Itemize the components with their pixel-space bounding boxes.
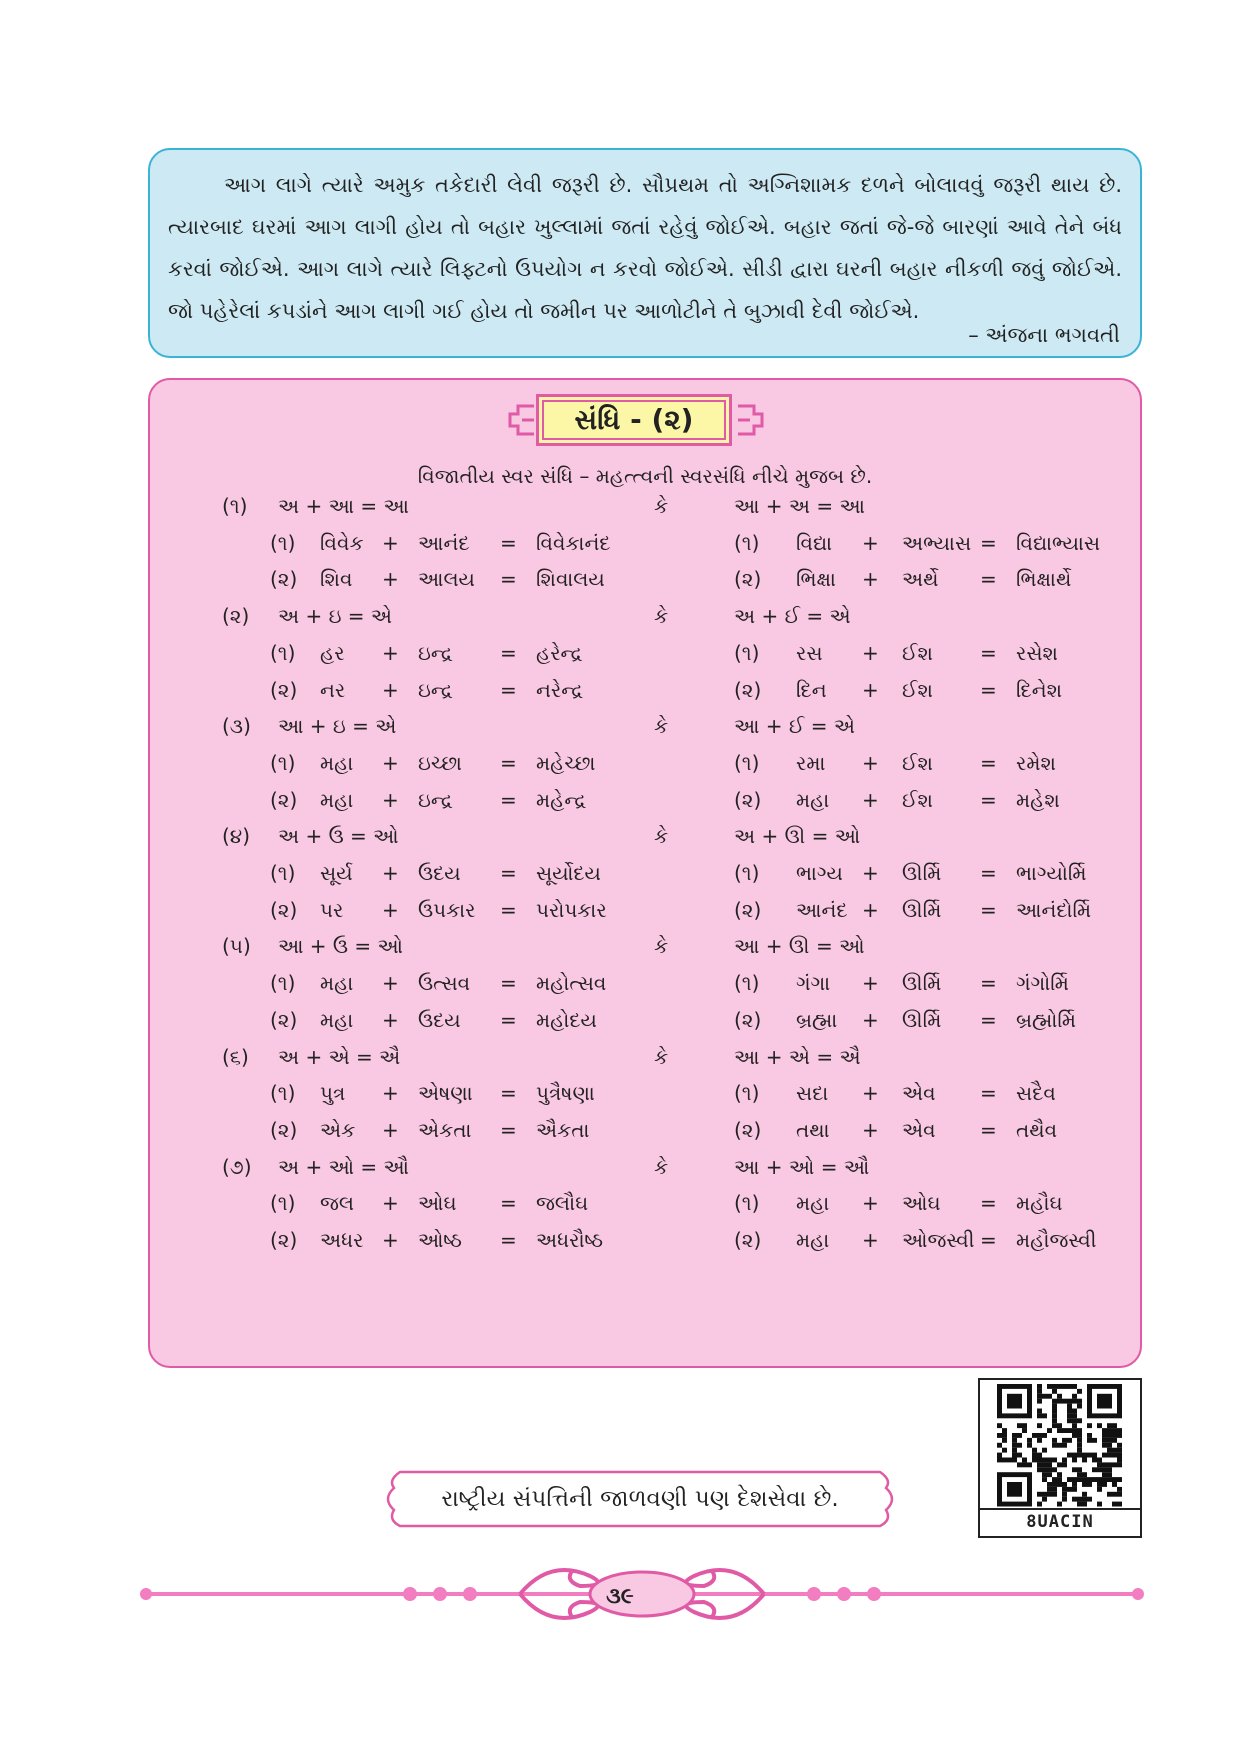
example-part: +	[862, 971, 879, 996]
example-part: =	[980, 750, 997, 775]
rule-left: આ + ઉ = ઓ	[278, 934, 403, 959]
rule-number: (૨)	[222, 604, 250, 629]
example-result: મહેશ	[1016, 787, 1060, 812]
example-part: (૧)	[270, 971, 296, 996]
rule-right: અ + ઊ = ઓ	[734, 824, 861, 849]
example-part: =	[500, 1007, 517, 1032]
sandhi-title-wrap	[150, 394, 1140, 450]
example-result: મહોત્સવ	[536, 971, 607, 996]
title-ornament-left-icon	[506, 398, 536, 442]
example-part: દિન	[796, 677, 827, 702]
example-part: મહા	[796, 787, 830, 812]
rule-ke: કે	[654, 934, 669, 959]
example-part: (૧)	[734, 1081, 760, 1106]
example-result: ઐકતા	[536, 1117, 590, 1142]
rule-left: અ + ઉ = ઓ	[278, 824, 399, 849]
example-part: ઓઘ	[418, 1191, 457, 1216]
example-part: =	[500, 567, 517, 592]
example-part: +	[862, 1191, 879, 1216]
example-part: =	[500, 640, 517, 665]
example-part: અભ્યાસ	[902, 530, 972, 555]
example-result: મહેન્દ્ર	[536, 787, 587, 812]
example-part: +	[382, 1228, 399, 1252]
example-part: =	[500, 750, 517, 775]
example-part: અર્થે	[902, 567, 939, 592]
rule-right: અ + ઈ = એ	[734, 604, 851, 629]
example-part: (૨)	[270, 677, 298, 702]
example-part: =	[500, 971, 517, 996]
example-result: આનંદોર્મિ	[1016, 897, 1092, 922]
example-part: આનંદ	[796, 897, 848, 922]
example-part: ભાગ્ય	[796, 861, 843, 885]
example-result: દિનેશ	[1016, 677, 1063, 702]
example-part: +	[862, 861, 879, 885]
example-part: ઉપકાર	[418, 897, 476, 922]
example-part: ઈશ	[902, 787, 933, 812]
example-part: ગંગા	[796, 971, 831, 996]
example-part: સૂર્ય	[320, 861, 353, 885]
rule-right: આ + ઊ = ઓ	[734, 934, 865, 959]
rule-ke: કે	[654, 714, 669, 739]
example-result: પુત્રૈષણા	[536, 1081, 595, 1106]
passage-text: આગ લાગે ત્યારે અમુક તકેદારી લેવી જરૂરી છે. સૌપ્રથમ તો અગ્નિશામક દળને બોલાવવું જરૂરી થાય છે. ત્યારબાદ ઘરમાં આગ લાગી હોય તો બહાર ખુલ્લામાં જતાં રહેવું જોઈએ. બહાર જતાં જે-જે બારણાં આવે તેને બંધ કરવાં જોઈએ. આગ લાગે ત્યારે લિફ્ટનો ઉપયોગ ન કરવો જોઈએ. સીડી દ્વારા ઘરની બહાર નીકળી જવું જોઈએ. જો પહેરેલાં કપડાંને આગ લાગી ગઈ હોય તો જમીન પર આળોટીને તે બુઝાવી દેવી જોઈએ.	[168, 173, 1122, 323]
rule-number: (૧)	[222, 494, 248, 518]
example-result: મહૌજસ્વી	[1016, 1228, 1097, 1252]
example-result: વિદ્યાભ્યાસ	[1016, 530, 1101, 555]
example-result: વિવેકાનંદ	[536, 530, 611, 555]
example-part: એષણા	[418, 1081, 473, 1106]
example-part: +	[382, 677, 399, 702]
example-part: ઈશ	[902, 640, 933, 665]
rule-number: (૭)	[222, 1154, 252, 1179]
example-part: =	[980, 1117, 997, 1142]
rule-right: આ + ઓ = ઔ	[734, 1154, 870, 1179]
sandhi-title: સંધિ - (૨)	[536, 394, 732, 446]
example-part: (૨)	[734, 787, 762, 812]
example-part: એવ	[902, 1117, 936, 1142]
example-part: =	[980, 1228, 997, 1252]
example-part: ઇન્દ્ર	[418, 677, 453, 702]
example-part: ઓજસ્વી	[902, 1228, 975, 1252]
example-part: સદા	[796, 1081, 829, 1106]
qr-label: 8UACIN	[980, 1508, 1140, 1536]
example-part: હર	[320, 640, 345, 665]
rule-number: (૩)	[222, 714, 251, 739]
example-part: શિવ	[320, 567, 353, 592]
example-part: ઊર્મિ	[902, 971, 942, 996]
example-part: =	[500, 861, 517, 885]
example-part: +	[862, 1007, 879, 1032]
example-part: મહા	[796, 1191, 830, 1216]
qr-code-icon	[982, 1382, 1138, 1510]
example-part: (૨)	[734, 677, 762, 702]
example-part: +	[382, 750, 399, 775]
example-part: +	[862, 1117, 879, 1142]
example-part: ઊર્મિ	[902, 861, 942, 885]
example-part: +	[382, 1117, 399, 1142]
example-result: મહૌઘ	[1016, 1191, 1063, 1216]
example-part: વિવેક	[320, 530, 364, 555]
example-result: ભાગ્યોર્મિ	[1016, 861, 1087, 885]
example-part: (૧)	[270, 750, 296, 775]
qr-code-box[interactable]	[978, 1378, 1142, 1538]
example-part: (૨)	[734, 1117, 762, 1142]
example-result: અધરૌષ્ઠ	[536, 1228, 604, 1252]
example-part: (૨)	[270, 897, 298, 922]
page-number: ૩૯	[606, 1583, 634, 1609]
example-part: =	[980, 787, 997, 812]
example-part: ઈશ	[902, 750, 933, 775]
example-part: ઇન્દ્ર	[418, 640, 453, 665]
example-result: શિવાલય	[536, 567, 605, 592]
example-part: ઇન્દ્ર	[418, 787, 453, 812]
example-part: (૧)	[270, 530, 296, 555]
example-part: મહા	[320, 971, 354, 996]
example-part: ઇચ્છા	[418, 750, 462, 775]
example-part: મહા	[796, 1228, 830, 1252]
example-result: હરેન્દ્ર	[536, 640, 583, 665]
example-part: +	[382, 897, 399, 922]
example-part: +	[862, 1228, 879, 1252]
example-part: +	[862, 530, 879, 555]
example-part: =	[980, 1007, 997, 1032]
rule-number: (૬)	[222, 1044, 249, 1069]
example-part: (૧)	[734, 640, 760, 665]
example-part: ઓઘ	[902, 1191, 941, 1216]
rule-ke: કે	[654, 1044, 669, 1069]
example-part: (૧)	[734, 971, 760, 996]
rule-right: આ + ઈ = એ	[734, 714, 855, 739]
passage-author: – અંજના ભગવતી	[968, 323, 1120, 347]
example-result: ગંગોર્મિ	[1016, 971, 1069, 996]
example-part: મહા	[320, 787, 354, 812]
example-part: નર	[320, 677, 346, 702]
example-part: =	[980, 1191, 997, 1216]
example-part: રસ	[796, 640, 823, 665]
motto-text: રાષ્ટ્રીય સંપત્તિની જાળવણી પણ દેશસેવા છે.	[441, 1486, 839, 1512]
passage-box	[148, 148, 1142, 358]
example-part: +	[862, 787, 879, 812]
example-part: પુત્ર	[320, 1081, 346, 1106]
rule-left: અ + એ = ઐ	[278, 1044, 401, 1069]
example-part: (૧)	[734, 861, 760, 885]
example-part: તથા	[796, 1117, 830, 1142]
example-part: ભિક્ષા	[796, 567, 836, 592]
example-part: =	[500, 1081, 517, 1106]
rule-number: (૫)	[222, 934, 251, 959]
rule-left: અ + ઓ = ઔ	[278, 1154, 409, 1179]
example-part: +	[862, 750, 879, 775]
example-part: +	[862, 640, 879, 665]
example-part: +	[382, 861, 399, 885]
example-part: ઊર્મિ	[902, 1007, 942, 1032]
example-part: (૨)	[270, 567, 298, 592]
example-result: સદૈવ	[1016, 1081, 1056, 1106]
example-part: =	[500, 897, 517, 922]
example-result: મહેચ્છા	[536, 750, 596, 775]
example-part: =	[500, 677, 517, 702]
rule-left: અ + આ = આ	[278, 494, 409, 518]
rule-ke: કે	[654, 604, 669, 629]
example-result: નરેન્દ્ર	[536, 677, 584, 702]
example-part: =	[980, 640, 997, 665]
example-result: રસેશ	[1016, 640, 1058, 665]
example-result: રમેશ	[1016, 750, 1056, 775]
example-part: (૨)	[734, 567, 762, 592]
example-result: બ્રહ્મોર્મિ	[1016, 1007, 1076, 1032]
example-part: જલ	[320, 1191, 355, 1216]
example-part: =	[500, 1117, 517, 1142]
example-part: (૨)	[270, 1007, 298, 1032]
example-part: મહા	[320, 1007, 354, 1032]
example-part: એવ	[902, 1081, 936, 1106]
rule-left: અ + ઇ = એ	[278, 604, 393, 629]
example-part: =	[980, 530, 997, 555]
rule-right: આ + એ = ઐ	[734, 1044, 861, 1069]
example-part: =	[980, 861, 997, 885]
example-part: +	[382, 1191, 399, 1216]
example-part: ઈશ	[902, 677, 933, 702]
example-part: +	[862, 897, 879, 922]
example-part: આનંદ	[418, 530, 470, 555]
sandhi-subtitle: વિજાતીય સ્વર સંધિ – મહત્ત્વની સ્વરસંધિ નીચે મુજબ છે.	[417, 464, 873, 488]
example-part: +	[382, 1081, 399, 1106]
example-part: +	[382, 1007, 399, 1032]
example-part: +	[382, 567, 399, 592]
example-part: +	[382, 640, 399, 665]
example-part: (૧)	[734, 530, 760, 555]
example-part: (૨)	[270, 787, 298, 812]
example-part: ઓષ્ઠ	[418, 1228, 462, 1252]
example-part: +	[862, 1081, 879, 1106]
example-part: ઊર્મિ	[902, 897, 942, 922]
example-part: =	[500, 787, 517, 812]
example-part: મહા	[320, 750, 354, 775]
example-part: =	[500, 1228, 517, 1252]
sandhi-box	[148, 378, 1142, 1368]
example-part: =	[980, 971, 997, 996]
example-part: ઉદય	[418, 1007, 461, 1032]
rule-ke: કે	[654, 824, 669, 849]
example-result: ભિક્ષાર્થે	[1016, 567, 1072, 592]
example-part: (૨)	[734, 1228, 762, 1252]
example-part: =	[980, 567, 997, 592]
example-part: +	[382, 971, 399, 996]
example-part: +	[862, 567, 879, 592]
example-part: (૧)	[270, 640, 296, 665]
example-part: ઉત્સવ	[418, 971, 471, 996]
example-part: (૧)	[270, 861, 296, 885]
example-part: +	[382, 787, 399, 812]
example-part: પર	[320, 897, 344, 922]
example-part: (૨)	[734, 1007, 762, 1032]
example-part: =	[980, 1081, 997, 1106]
example-part: અધર	[320, 1228, 364, 1252]
title-ornament-right-icon	[736, 398, 766, 442]
example-part: (૧)	[270, 1191, 296, 1216]
rule-ke: કે	[654, 1154, 669, 1179]
example-part: (૨)	[734, 897, 762, 922]
example-result: સૂર્યોદય	[536, 861, 601, 885]
example-part: (૧)	[734, 750, 760, 775]
example-part: =	[500, 530, 517, 555]
example-part: (૨)	[270, 1228, 298, 1252]
example-part: રમા	[796, 750, 826, 775]
example-part: આલય	[418, 567, 475, 592]
example-result: પરોપકાર	[536, 897, 607, 922]
example-part: બ્રહ્મા	[796, 1007, 838, 1032]
example-part: +	[862, 677, 879, 702]
example-result: મહોદય	[536, 1007, 597, 1032]
example-result: તથૈવ	[1016, 1117, 1058, 1142]
example-part: ઉદય	[418, 861, 461, 885]
example-part: =	[500, 1191, 517, 1216]
example-part: =	[980, 677, 997, 702]
example-part: (૧)	[734, 1191, 760, 1216]
example-part: વિદ્યા	[796, 530, 833, 555]
rule-left: આ + ઇ = એ	[278, 714, 397, 739]
rule-ke: કે	[654, 494, 669, 518]
rule-right: આ + અ = આ	[734, 494, 865, 518]
example-part: એક	[320, 1117, 356, 1142]
example-result: જલૌઘ	[536, 1191, 589, 1216]
example-part: એકતા	[418, 1117, 472, 1142]
rule-number: (૪)	[222, 824, 251, 849]
example-part: (૧)	[270, 1081, 296, 1106]
example-part: =	[980, 897, 997, 922]
example-part: +	[382, 530, 399, 555]
example-part: (૨)	[270, 1117, 298, 1142]
